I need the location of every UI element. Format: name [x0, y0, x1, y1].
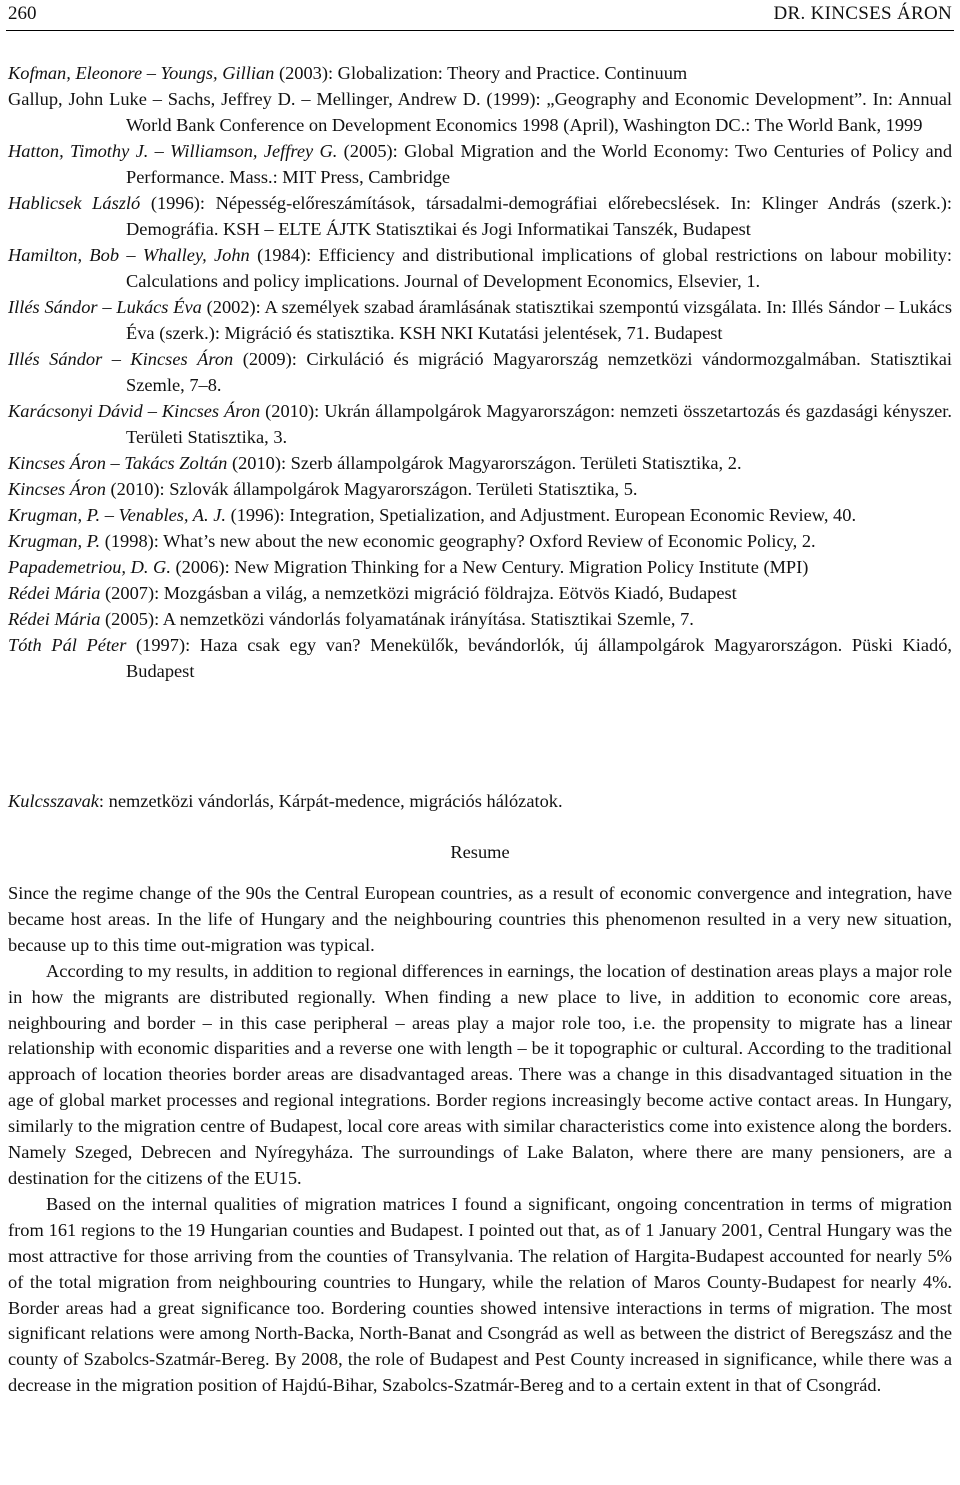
keywords	[8, 788, 563, 814]
reference-text: (2002): A személyek szabad áramlásának statisztikai szempontú vizsgálata. In: Illés Sándor – Lukács Éva (szerk.): Migráció és statisztika. KSH NKI Kutatási jelentések, 71. Budapest	[126, 297, 952, 343]
reference-text: (2005): A nemzetközi vándorlás folyamatának irányítása. Statisztikai Szemle, 7.	[100, 609, 694, 629]
reference-item	[8, 580, 952, 606]
resume-paragraph: Based on the internal qualities of migration matrices I found a significant, ongoing concentration in terms of migration from 161 regions to the 19 Hungarian counties and Budapest. I pointed out that, as of 1 January 2001, Central Hungary was the most attractive for those arriving from the counties of Transylvania. The relation of Hargita-Budapest accounted for nearly 5% of the total migration from neighbouring countries to Hungary, while the relation of Maros County-Budapest for nearly 4%. Border areas had a great significance too. Bordering counties showed intensive interactions in terms of migration. The most significant relations were among North-Backa, North-Banat and Csongrád as well as between the district of Beregszász and the county of Szabolcs-Szatmár-Bereg. By 2008, the role of Budapest and Pest County increased in significance, while there was a decrease in the migration position of Hajdú-Bihar, Szabolcs-Szatmár-Bereg and to a certain extent in that of Csongrád.	[8, 1193, 952, 1396]
reference-item	[8, 476, 952, 502]
reference-item	[8, 450, 952, 476]
reference-text: (1996): Integration, Spetialization, and Adjustment. European Economic Review, 40.	[225, 505, 857, 525]
keywords-label: Kulcsszavak	[8, 791, 99, 811]
reference-text: (2003): Globalization: Theory and Practice. Continuum	[274, 63, 688, 83]
page-header	[6, 0, 954, 31]
reference-authors: Papademetriou, D. G.	[8, 557, 171, 577]
resume-title: Resume	[450, 842, 510, 862]
reference-item	[8, 242, 952, 294]
reference-text: (2005): Global Migration and the World Economy: Two Centuries of Policy and Performance. Mass.: MIT Press, Cambridge	[126, 141, 953, 187]
reference-authors: Illés Sándor – Kincses Áron	[8, 349, 234, 369]
reference-list	[8, 60, 952, 684]
reference-item	[8, 60, 952, 86]
reference-authors: Hablicsek László	[8, 193, 141, 213]
running-head: DR. KINCSES ÁRON	[773, 3, 952, 24]
reference-text: Gallup, John Luke – Sachs, Jeffrey D. – Mellinger, Andrew D. (1999): „Geography and Economic Development”. In: Annual World Bank Conference on Development Economics 1998 (April), Washington DC.: The World Bank, 1999	[8, 89, 952, 135]
reference-authors: Tóth Pál Péter	[8, 635, 127, 655]
reference-text: (2006): New Migration Thinking for a New Century. Migration Policy Institute (MPI)	[170, 557, 809, 577]
reference-item	[8, 190, 952, 242]
resume-paragraph: According to my results, in addition to regional differences in earnings, the location of destination areas plays a major role in how the migrants are distributed regionally. When finding a new place to live, in addition to economic core areas, neighbouring and border – in this case peripheral – areas play a major role too, i.e. the propensity to migrate has a linear relationship with economic disparities and a reverse one with length – be it topographic or cultural. According to the traditional approach of location theories border areas are disadvantaged areas. There was a change in this disadvantaged situation in the age of global market processes and regional integrations. Border regions increasingly become active contact areas. In Hungary, similarly to the migration centre of Budapest, local core areas with similar characteristics come into existence along the borders. Namely Szeged, Debrecen and Nyíregyháza. The surroundings of Lake Balaton, where there are many pensioners, are a destination for the citizens of the EU15.	[8, 960, 952, 1188]
reference-text: (1998): What’s new about the new economic geography? Oxford Review of Economic Policy, 2.	[100, 531, 816, 551]
reference-text: (2010): Szerb állampolgárok Magyarországon. Területi Statisztika, 2.	[227, 453, 742, 473]
reference-authors: Kincses Áron	[8, 479, 106, 499]
reference-authors: Karácsonyi Dávid – Kincses Áron	[8, 401, 261, 421]
reference-authors: Hamilton, Bob – Whalley, John	[8, 245, 250, 265]
resume-body	[8, 881, 952, 1399]
reference-authors: Krugman, P.	[8, 531, 101, 551]
reference-authors: Hatton, Timothy J. – Williamson, Jeffrey G.	[8, 141, 338, 161]
page-number: 260	[8, 3, 37, 24]
reference-item	[8, 632, 952, 684]
reference-authors: Rédei Mária	[8, 583, 101, 603]
reference-text: (1997): Haza csak egy van? Menekülők, bevándorlók, új állampolgárok Magyarországon. Püski Kiadó, Budapest	[126, 635, 952, 681]
reference-item	[8, 528, 952, 554]
resume-paragraph: Since the regime change of the 90s the Central European countries, as a result of economic convergence and integration, have became host areas. In the life of Hungary and the neighbouring countries this phenomenon resulted in a very new situation, because up to this time out-migration was typical.	[8, 883, 952, 955]
reference-authors: Kincses Áron – Takács Zoltán	[8, 453, 228, 473]
reference-authors: Krugman, P. – Venables, A. J.	[8, 505, 226, 525]
reference-item	[8, 502, 952, 528]
reference-text: (2010): Szlovák állampolgárok Magyarországon. Területi Statisztika, 5.	[105, 479, 638, 499]
reference-item	[8, 86, 952, 138]
reference-item	[8, 138, 952, 190]
reference-item	[8, 606, 952, 632]
reference-text: (2007): Mozgásban a világ, a nemzetközi migráció földrajza. Eötvös Kiadó, Budapest	[100, 583, 737, 603]
reference-text: (2010): Ukrán állampolgárok Magyarországon: nemzeti összetartozás és gazdasági kényszer. Területi Statisztika, 3.	[126, 401, 952, 447]
reference-item	[8, 554, 952, 580]
reference-item	[8, 398, 952, 450]
keywords-text: : nemzetközi vándorlás, Kárpát-medence, migrációs hálózatok.	[98, 791, 563, 811]
reference-text: (1984): Efficiency and distributional implications of global restrictions on labour mobility: Calculations and policy implications. Journal of Development Economics, Elsevier, 1.	[126, 245, 952, 291]
reference-authors: Illés Sándor – Lukács Éva	[8, 297, 202, 317]
reference-text: (1996): Népesség-előreszámítások, társadalmi-demográfiai előrebecslések. In: Klinger András (szerk.): Demográfia. KSH – ELTE ÁJTK Statisztikai és Jogi Informatikai Tanszék, Budapest	[126, 193, 952, 239]
reference-authors: Rédei Mária	[8, 609, 101, 629]
reference-item	[8, 346, 952, 398]
reference-item	[8, 294, 952, 346]
reference-authors: Kofman, Eleonore – Youngs, Gillian	[8, 63, 275, 83]
reference-text: (2009): Cirkuláció és migráció Magyarország nemzetközi vándormozgalmában. Statisztikai Szemle, 7–8.	[126, 349, 952, 395]
